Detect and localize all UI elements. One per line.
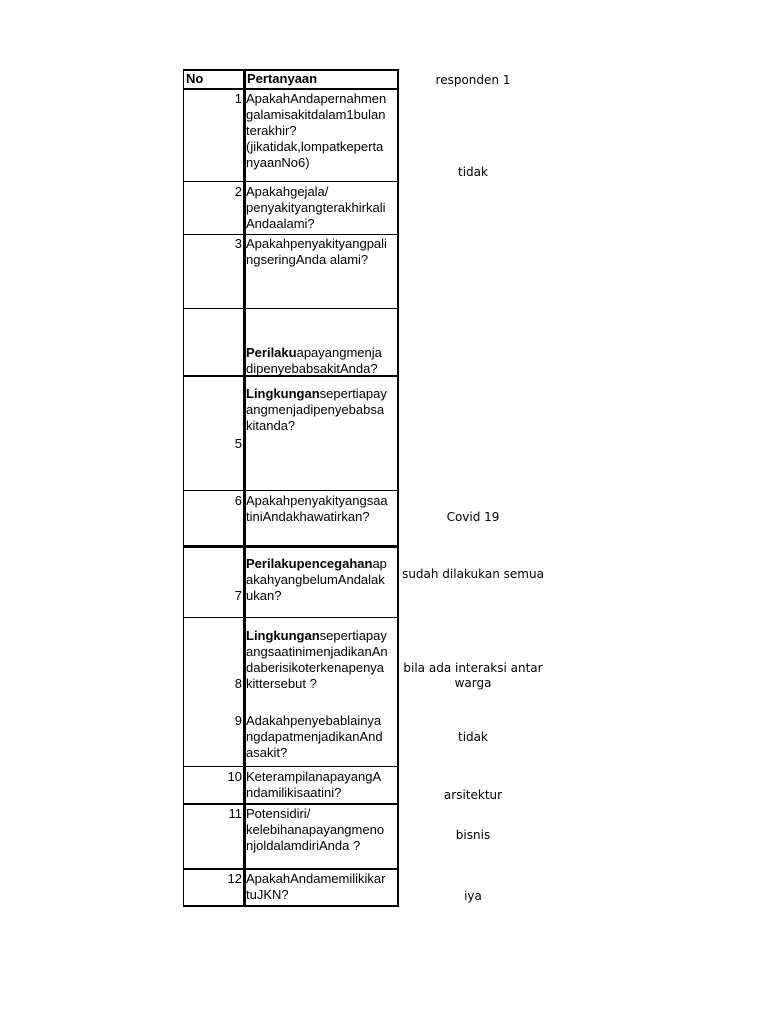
answer: iya: [464, 889, 482, 903]
question-number: 5: [234, 436, 242, 451]
question-number: 2: [234, 184, 242, 199]
header-no: No: [186, 71, 204, 86]
answer: tidak: [458, 165, 488, 179]
question-number: 7: [234, 588, 242, 603]
question-number: 3: [234, 236, 242, 251]
question-number: 9: [234, 713, 242, 728]
question-number: 10: [227, 769, 242, 784]
answer: Covid 19: [446, 510, 500, 524]
answer: tidak: [458, 730, 488, 744]
answer: bila ada interaksi antar warga: [403, 661, 543, 690]
answer: sudah dilakukan semua: [402, 567, 544, 581]
answer: bisnis: [455, 828, 491, 842]
question-number: 12: [227, 871, 242, 886]
question-number: 11: [228, 806, 242, 821]
answer: arsitektur: [443, 788, 503, 802]
header-question: Pertanyaan: [247, 71, 318, 86]
question-number: 6: [234, 493, 242, 508]
question-number: 1: [234, 91, 242, 106]
question-number: 8: [234, 676, 242, 691]
header-respondent: responden 1: [435, 73, 511, 87]
